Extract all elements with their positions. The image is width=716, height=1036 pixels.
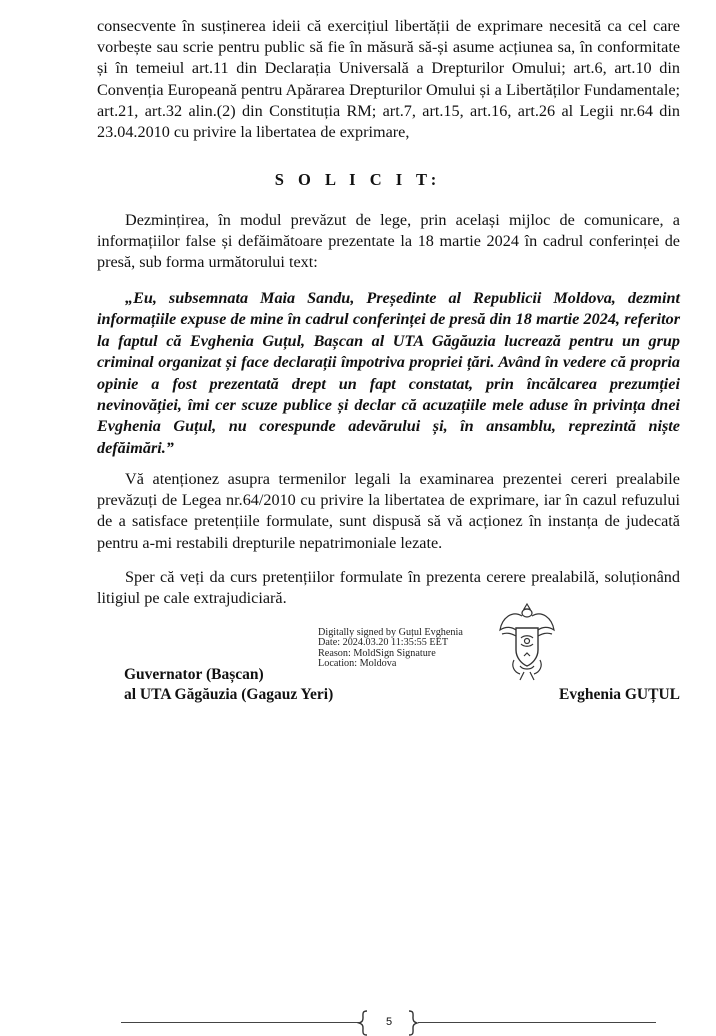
section-heading: S O L I C I T: — [274, 170, 442, 189]
footer-rule-left — [121, 1022, 359, 1023]
signature-date: Date: 2024.03.20 11:35:55 EET — [318, 637, 449, 649]
signature-signed-by: Digitally signed by Guțul Evghenia — [318, 627, 463, 638]
page-number: 5 — [385, 1016, 393, 1028]
signatory-title-line1: Guvernator (Bașcan) — [124, 666, 264, 683]
right-brace-icon — [406, 1010, 420, 1036]
page-footer — [0, 1010, 716, 1036]
footer-rule-right — [418, 1022, 656, 1023]
paragraph-warning: Vă atenționez asupra termenilor legali la examinarea prezentei cereri prealabile prevăzuți de Legea nr.64/2010 cu privire la libertatea de exprimare, iar în cazul refuzului de a satisface pretențiile formulate, sunt dispusă să vă acționez în instanța de judecată pentru a-mi restabili drepturile nepatrimoniale lezate. — [97, 470, 680, 552]
moldova-coat-of-arms-icon — [494, 600, 560, 682]
digital-signature-block — [318, 628, 463, 670]
paragraph-closing: Sper că veți da curs pretențiilor formulate în prezenta cerere prealabilă, soluționând litigiul pe cale extrajudiciară. — [97, 568, 680, 608]
signatory-title-line2: al UTA Găgăuzia (Gagauz Yeri) — [124, 686, 334, 703]
signature-reason: Reason: MoldSign Signature — [318, 647, 436, 659]
signature-location: Location: Moldova — [318, 658, 397, 670]
left-brace-icon — [356, 1010, 370, 1036]
paragraph-request: Dezmințirea, în modul prevăzut de lege, prin același mijloc de comunicare, a informațiilor false și defăimătoare prezentate la 18 martie 2024 în cadrul conferinței de presă, sub forma următorului text: — [97, 211, 680, 272]
quoted-retraction-text: „Eu, subsemnata Maia Sandu, Președinte al Republicii Moldova, dezmint informațiile expuse de mine în cadrul conferinței de presă din 18 martie 2024, referitor la faptul că Evghenia Guțul, Bașcan al UTA Găgăuzia lucrează pentru un grup criminal organizat și face declarații împotriva propriei țări. Având în vedere că propria opinie a fost prezentată drept un fapt constatat, prin încălcarea prezumției nevinovăției, îmi cer scuze publice și declar că acuzațiile mele aduse în privința dnei Evghenia Guțul, nu corespunde adevărului și, în ansamblu, reprezintă niște defăimări.” — [97, 289, 680, 457]
paragraph-legal-basis: consecvente în susținerea ideii că exercițiul libertății de exprimare necesită ca cel care vorbește sau scrie pentru public să fie în măsură să-și asume acțiunea sa, în conformitate și în temeiul art.11 din Declarația Universală a Drepturilor Omului; art.6, art.10 din Convenția Europeană pentru Apărarea Drepturilor Omului și a Libertăților Fundamentale; art.21, art.32 alin.(2) din Constituția RM; art.7, art.15, art.16, art.26 al Legii nr.64 din 23.04.2010 cu privire la libertatea de exprimare, — [97, 17, 680, 142]
signatory-name: Evghenia GUȚUL — [558, 686, 680, 703]
